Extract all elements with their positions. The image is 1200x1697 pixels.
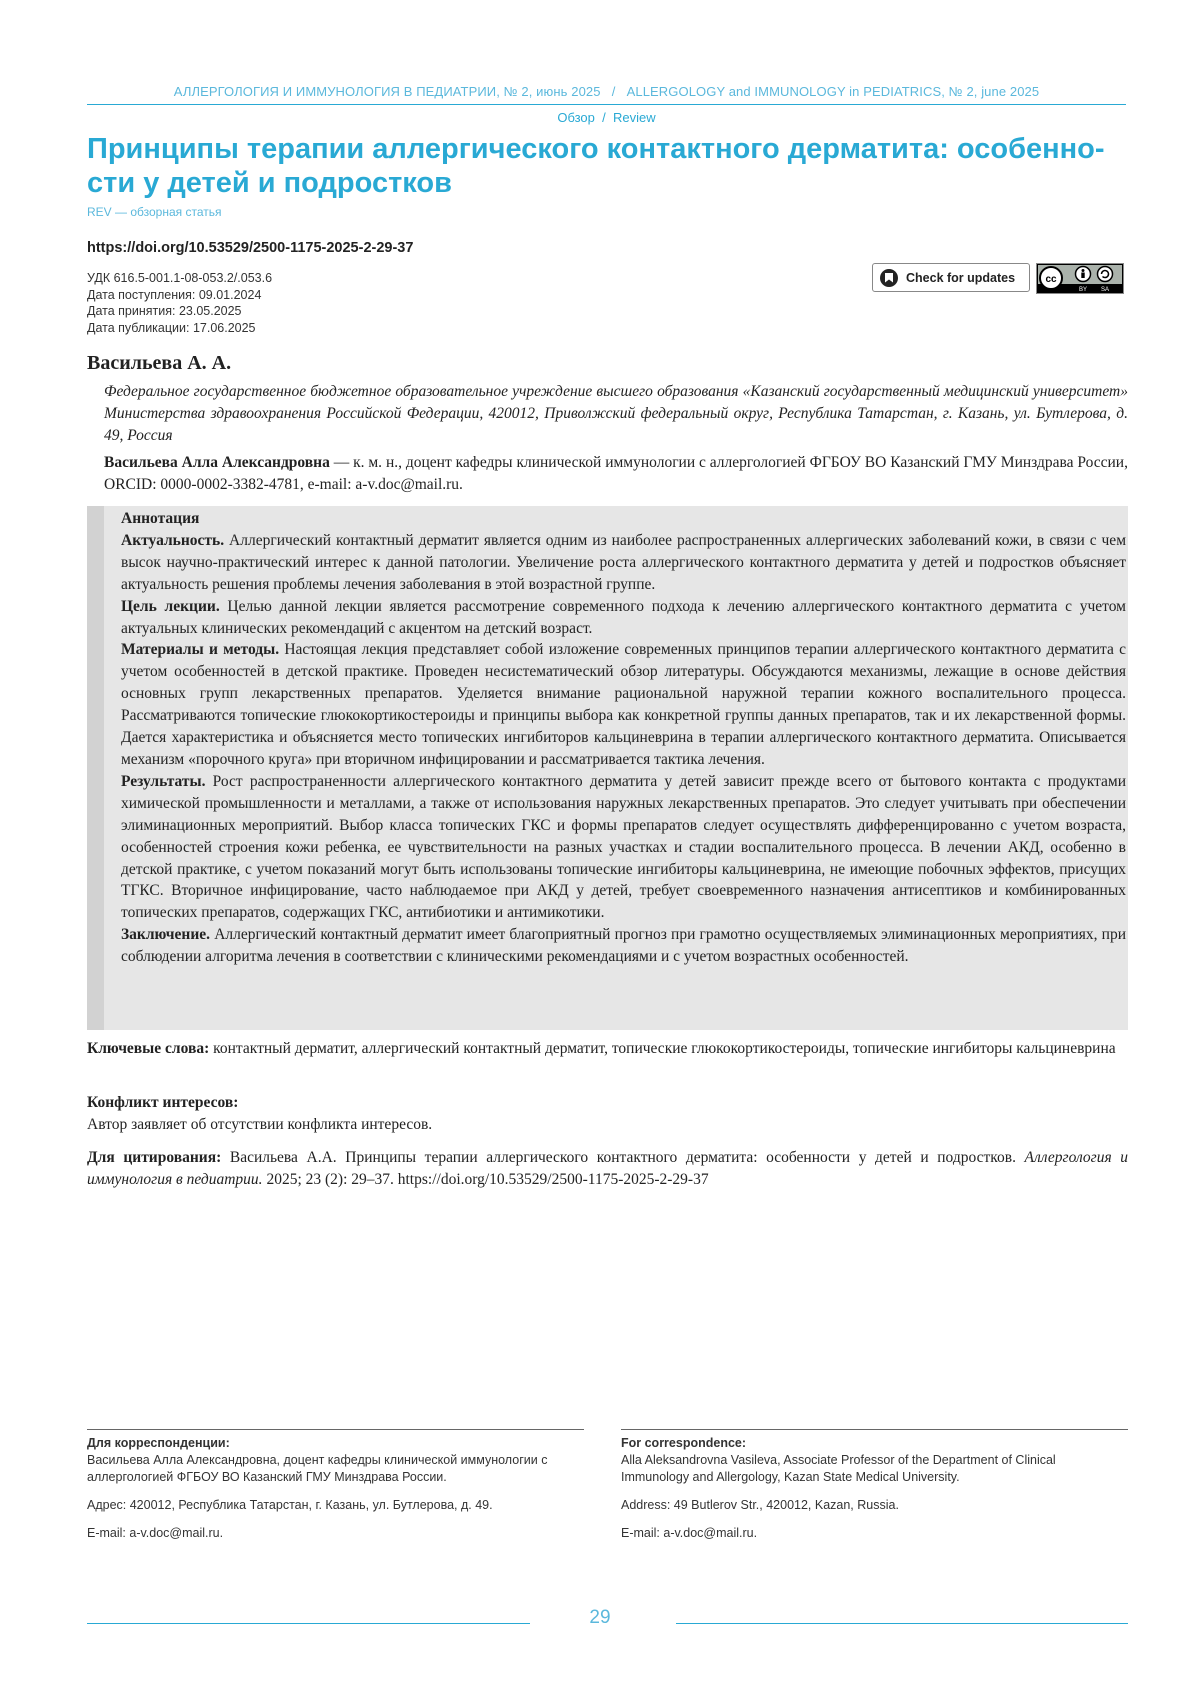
article-title-line-2: сти у детей и подростков <box>87 167 452 199</box>
citation-journal: Аллергология и иммунология в педиатрии. <box>87 1149 1128 1188</box>
page-number: 29 <box>589 1607 611 1628</box>
citation-tail: 2025; 23 (2): 29–37. https://doi.org/10.53529/2500-1175-2025-2-29-37 <box>262 1171 709 1188</box>
journal-header-ru: АЛЛЕРГОЛОГИЯ И ИММУНОЛОГИЯ В ПЕДИАТРИИ, № 2, июнь 2025 <box>173 84 601 99</box>
abstract-methods: Материалы и методы. Настоящая лекция представляет собой изложение современных принципов терапии аллергического контактного дерматита с учетом особенностей в детской практике. Проведен несистематический обзор литературы. Обсуждаются механизмы, лежащие в основе действия основных групп лекарственных препаратов. Уделяется внимание рациональной наружной терапии кожного воспалительного процесса. Рассматриваются топические глюкокортикостероиды и принципы выбора как конкретной группы данных препаратов, так и их лекарственной формы. Дается характеристика и объясняется место топических ингибиторов кальциневрина в терапии аллергического контактного дерматита. Описывается механизм «порочного круга» при вторичном инфицировании и рассматривается тактика лечения. <box>121 641 1126 768</box>
journal-running-header <box>87 84 1126 99</box>
correspondence-ru-heading: Для корреспонденции: <box>87 1436 230 1450</box>
abstract-heading: Аннотация <box>121 510 200 527</box>
correspondence-en-heading: For correspondence: <box>621 1436 747 1450</box>
abstract-aim: Цель лекции. Целью данной лекции является рассмотрение современного подхода к лечению аллергического контактного дерматита с учетом актуальных клинических рекомендаций с акцентом на детский возраст. <box>121 597 1126 637</box>
date-published: Дата публикации: 17.06.2025 <box>87 320 256 335</box>
check-for-updates-label: Check for updates <box>906 270 1016 285</box>
article-metadata <box>87 270 272 336</box>
citation-text: Васильева А.А. Принципы терапии аллергического контактного дерматита: особенности у детей и подростков. <box>221 1149 1025 1166</box>
article-title-line-1: Принципы терапии аллергического контактного дерматита: особенно- <box>87 133 1105 165</box>
udc-code: УДК 616.5-001.1-08-053.2/.053.6 <box>87 271 273 285</box>
keywords-label: Ключевые слова: <box>87 1040 210 1057</box>
author-credentials: — к. м. н., доцент кафедры клинической иммунологии с аллергологией ФГБОУ ВО Казанский ГМУ Минздрава России, ORCID: 0000-0002-3382-4781, e-mail: a-v.doc@mail.ru. <box>104 454 1128 493</box>
citation-block <box>87 1147 1128 1191</box>
abstract-relevance: Актуальность. Аллергический контактный дерматит является одним из наиболее распространенных аллергических заболеваний кожи, в связи с чем высок научно-практический интерес к данной патологии. Увеличение роста аллергического контактного дерматита у детей и подростков объясняет актуальность решения проблемы лечения заболевания в этой возрастной группе. <box>121 531 1126 593</box>
check-for-updates-badge[interactable] <box>872 263 1030 292</box>
correspondence-en-address: Address: 49 Butlerov Str., 420012, Kazan, Russia. <box>621 1498 899 1512</box>
correspondence-ru-email[interactable]: E-mail: a-v.doc@mail.ru. <box>87 1526 224 1540</box>
date-received: Дата поступления: 09.01.2024 <box>87 287 262 302</box>
correspondence-en <box>621 1435 1126 1542</box>
keywords-block <box>87 1038 1128 1060</box>
svg-text:BY: BY <box>1078 287 1088 293</box>
section-label <box>87 110 1126 125</box>
correspondence-ru-address: Адрес: 420012, Республика Татарстан, г. Казань, ул. Бутлерова, д. 49. <box>87 1498 493 1512</box>
keywords-text: контактный дерматит, аллергический контактный дерматит, топические глюкокортикостероиды, топические ингибиторы кальциневрина <box>209 1040 1116 1057</box>
citation-label: Для цитирования: <box>87 1149 222 1166</box>
correspondence-en-divider <box>621 1429 1128 1430</box>
article-title <box>87 132 1132 200</box>
journal-header-en: ALLERGOLOGY and IMMUNOLOGY in PEDIATRICS, № 2, june 2025 <box>626 84 1040 99</box>
abstract-side-bar <box>87 506 104 1030</box>
correspondence-en-email[interactable]: E-mail: a-v.doc@mail.ru. <box>621 1526 758 1540</box>
footer-rule-right <box>676 1623 1128 1624</box>
correspondence-ru <box>87 1435 577 1542</box>
author-affiliation: Федеральное государственное бюджетное образовательное учреждение высшего образования «Казанский государственный медицинский университет» Министерства здравоохранения Российской Федерации, 420012, Приволжский федеральный округ, Республика Татарстан, г. Казань, ул. Бутлерова, д. 49, Россия <box>104 383 1128 444</box>
article-doi-link[interactable]: https://doi.org/10.53529/2500-1175-2025-2-29-37 <box>87 240 414 256</box>
cc-by-sa-icon[interactable] <box>1036 263 1124 294</box>
abstract-text <box>121 508 1126 968</box>
abstract-conclusion: Заключение. Аллергический контактный дерматит имеет благоприятный прогноз при грамотно осуществляемых элиминационных мероприятиях, при соблюдении алгоритма лечения в соответствии с клиническими рекомендациями и с учетом возрастных особенностей. <box>121 926 1126 966</box>
footer-rule-left <box>87 1623 530 1624</box>
conflict-text: Автор заявляет об отсутствии конфликта интересов. <box>87 1116 433 1133</box>
conflict-block <box>87 1092 1128 1136</box>
section-label-en: Review <box>613 110 656 125</box>
header-divider <box>87 104 1126 105</box>
author-full-name: Васильева Алла Александровна <box>104 454 330 471</box>
date-accepted: Дата принятия: 23.05.2025 <box>87 304 242 318</box>
conflict-label: Конфликт интересов: <box>87 1094 239 1111</box>
cc-license-graphic <box>1037 264 1123 293</box>
journal-header-separator: / <box>611 84 616 99</box>
author-details <box>104 452 1128 496</box>
crossmark-icon <box>880 269 898 287</box>
correspondence-ru-divider <box>87 1429 584 1430</box>
correspondence-en-text: Alla Aleksandrovna Vasileva, Associate Professor of the Department of Clinical Immunology and Allergology, Kazan State Medical University. <box>621 1453 1056 1484</box>
abstract-results: Результаты. Рост распространенности аллергического контактного дерматита у детей зависит прежде всего от бытового контакта с продуктами химической промышленности и металлами, а также от использования наружных лекарственных препаратов. Это следует учитывать при обеспечении элиминационных мероприятий. Выбор класса топических ГКС и формы препаратов следует осуществлять дифференцированно с учетом возраста, особенностей строения кожи ребенка, ее чувствительности на разных участках и стадии воспалительного процесса. В лечении АКД, особенно в детской практике, с учетом показаний могут быть использованы топические ингибиторы кальциневрина, не имеющие побочных эффектов, присущих ТГКС. Вторичное инфицирование, часто наблюдаемое при АКД у детей, требует своевременного назначения антисептиков и комбинированных топических препаратов, содержащих ГКС, антибиотики и антимикотики. <box>121 772 1126 922</box>
section-label-ru: Обзор <box>557 110 595 125</box>
svg-text:cc: cc <box>1045 274 1057 285</box>
svg-text:SA: SA <box>1100 287 1110 293</box>
author-short-name: Васильева А. А. <box>87 352 232 374</box>
article-type-note: REV — обзорная статья <box>87 205 222 219</box>
correspondence-ru-text: Васильева Алла Александровна, доцент кафедры клинической иммунологии с аллергологией ФГБОУ ВО Казанский ГМУ Минздрава России. <box>87 1453 548 1484</box>
section-label-separator: / <box>602 110 606 125</box>
